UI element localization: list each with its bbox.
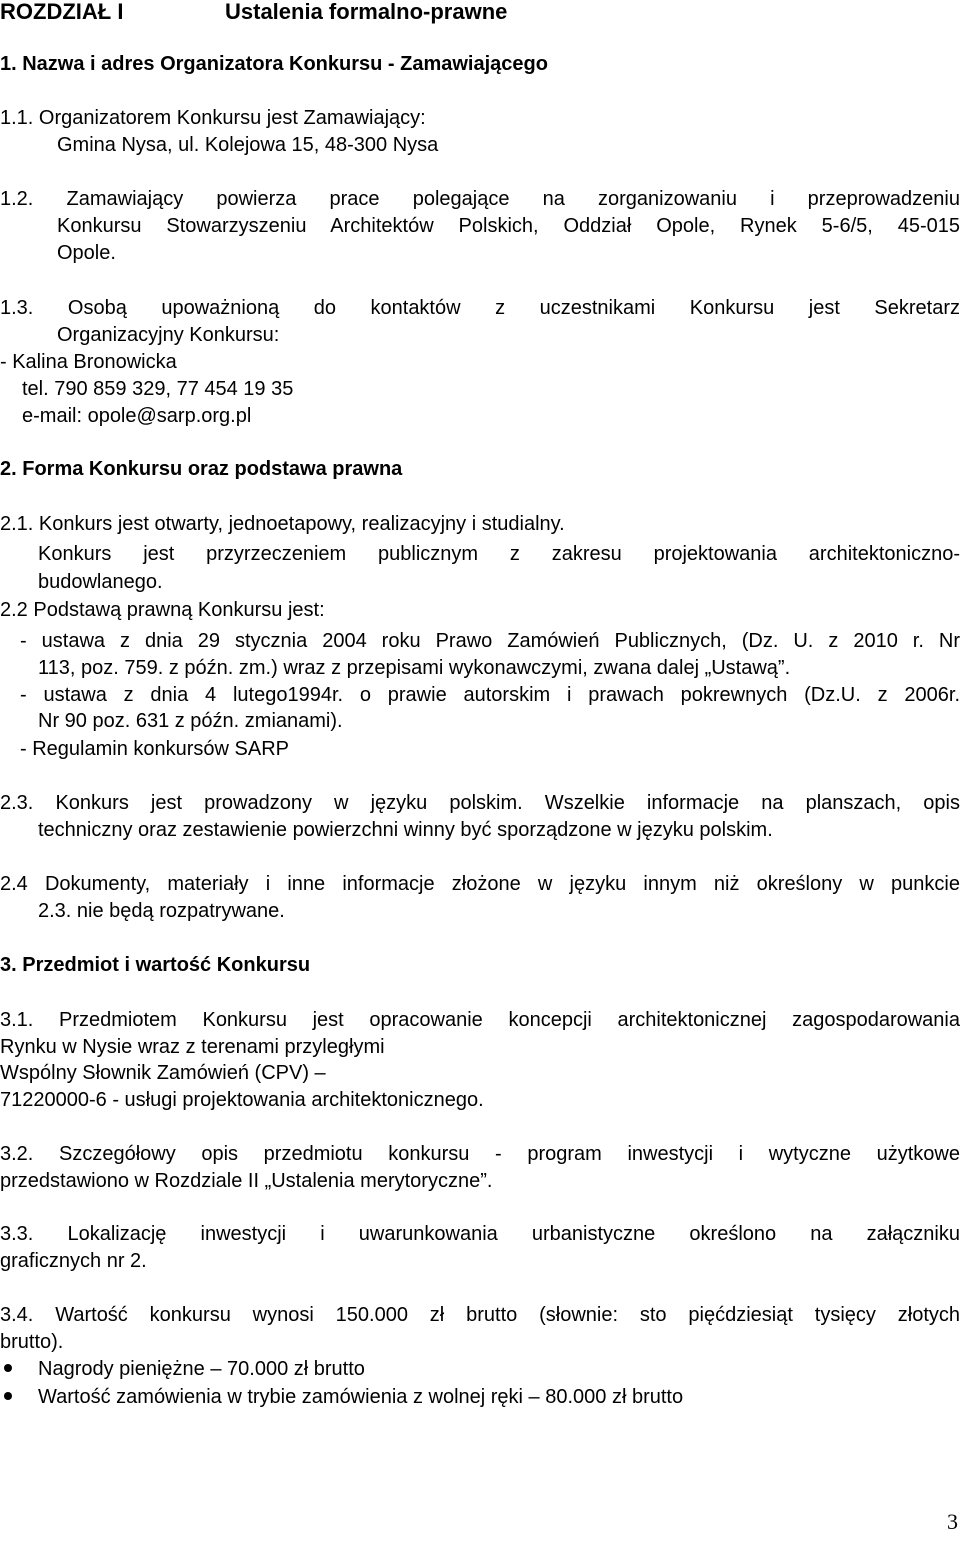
bullet-icon: [4, 1392, 12, 1400]
para-3-1-line: Wspólny Słownik Zamówień (CPV) –: [0, 1062, 326, 1084]
para-2-3-line: techniczny oraz zestawienie powierzchni winny być sporządzone w języku polskim.: [38, 819, 773, 841]
contact-phone: tel. 790 859 329, 77 454 19 35: [22, 378, 294, 400]
para-1-2-line: 1.2. Zamawiający powierza prace polegające na zorganizowaniu i przeprowadzeniu: [0, 188, 960, 210]
contact-name: - Kalina Bronowicka: [0, 351, 177, 373]
section-heading-2: 2. Forma Konkursu oraz podstawa prawna: [0, 458, 403, 480]
para-3-2-line: 3.2. Szczegółowy opis przedmiotu konkursu - program inwestycji i wytyczne użytkowe: [0, 1143, 960, 1165]
para-3-1-line: 3.1. Przedmiotem Konkursu jest opracowanie koncepcji architektonicznej zagospodarowania: [0, 1009, 960, 1031]
para-1-1-line: Gmina Nysa, ul. Kolejowa 15, 48-300 Nysa: [57, 134, 439, 156]
para-2-1-line: budowlanego.: [38, 571, 163, 593]
contact-email: e-mail: opole@sarp.org.pl: [22, 405, 252, 427]
bullet-icon: [4, 1364, 12, 1372]
para-2-3-line: 2.3. Konkurs jest prowadzony w języku polskim. Wszelkie informacje na planszach, opis: [0, 792, 960, 814]
para-2-4-line: 2.4 Dokumenty, materiały i inne informacje złożone w języku innym niż określony w punkcie: [0, 873, 960, 895]
para-1-2-line: Konkursu Stowarzyszeniu Architektów Polskich, Oddział Opole, Rynek 5-6/5, 45-015: [57, 215, 960, 237]
para-3-3-line: graficznych nr 2.: [0, 1250, 147, 1272]
para-1-3-line: 1.3. Osobą upoważnioną do kontaktów z uczestnikami Konkursu jest Sekretarz: [0, 297, 960, 319]
para-3-3-line: 3.3. Lokalizację inwestycji i uwarunkowania urbanistyczne określono na załączniku: [0, 1223, 960, 1245]
para-1-3-line: Organizacyjny Konkursu:: [57, 324, 280, 346]
chapter-label: ROZDZIAŁ I: [0, 0, 124, 24]
section-heading-3: 3. Przedmiot i wartość Konkursu: [0, 954, 311, 976]
para-2-2-line: Nr 90 poz. 631 z późn. zmianami).: [38, 710, 343, 732]
para-2-2-line: 2.2 Podstawą prawną Konkursu jest:: [0, 599, 325, 621]
para-2-4-line: 2.3. nie będą rozpatrywane.: [38, 900, 285, 922]
para-3-4-line: brutto).: [0, 1331, 64, 1353]
para-1-2-line: Opole.: [57, 242, 116, 264]
para-2-1-line: 2.1. Konkurs jest otwarty, jednoetapowy, realizacyjny i studialny.: [0, 513, 565, 535]
para-3-1-line: Rynku w Nysie wraz z terenami przyległymi: [0, 1036, 385, 1058]
para-3-2-line: przedstawiono w Rozdziale II „Ustalenia merytoryczne”.: [0, 1170, 493, 1192]
para-2-2-line: 113, poz. 759. z późn. zm.) wraz z przepisami wykonawczymi, zwana dalej „Ustawą”.: [38, 657, 791, 679]
para-2-2-line: - Regulamin konkursów SARP: [20, 738, 289, 760]
para-3-4-line: 3.4. Wartość konkursu wynosi 150.000 zł brutto (słownie: sto pięćdziesiąt tysięcy złotych: [0, 1304, 960, 1326]
section-heading-1: 1. Nazwa i adres Organizatora Konkursu - Zamawiającego: [0, 53, 548, 75]
para-2-2-line: - ustawa z dnia 4 lutego1994r. o prawie autorskim i prawach pokrewnych (Dz.U. z 2006r.: [20, 684, 960, 706]
page-number: 3: [947, 1509, 958, 1534]
bullet-item: Nagrody pieniężne – 70.000 zł brutto: [38, 1358, 365, 1380]
bullet-item: Wartość zamówienia w trybie zamówienia z wolnej ręki – 80.000 zł brutto: [38, 1386, 684, 1408]
para-1-1-line: 1.1. Organizatorem Konkursu jest Zamawiający:: [0, 107, 426, 129]
para-2-2-line: - ustawa z dnia 29 stycznia 2004 roku Prawo Zamówień Publicznych, (Dz. U. z 2010 r. Nr: [20, 630, 960, 652]
chapter-title: Ustalenia formalno-prawne: [225, 0, 508, 24]
para-3-1-line: 71220000-6 - usługi projektowania architektonicznego.: [0, 1089, 484, 1111]
para-2-1-line: Konkurs jest przyrzeczeniem publicznym z zakresu projektowania architektoniczno-: [38, 543, 960, 565]
